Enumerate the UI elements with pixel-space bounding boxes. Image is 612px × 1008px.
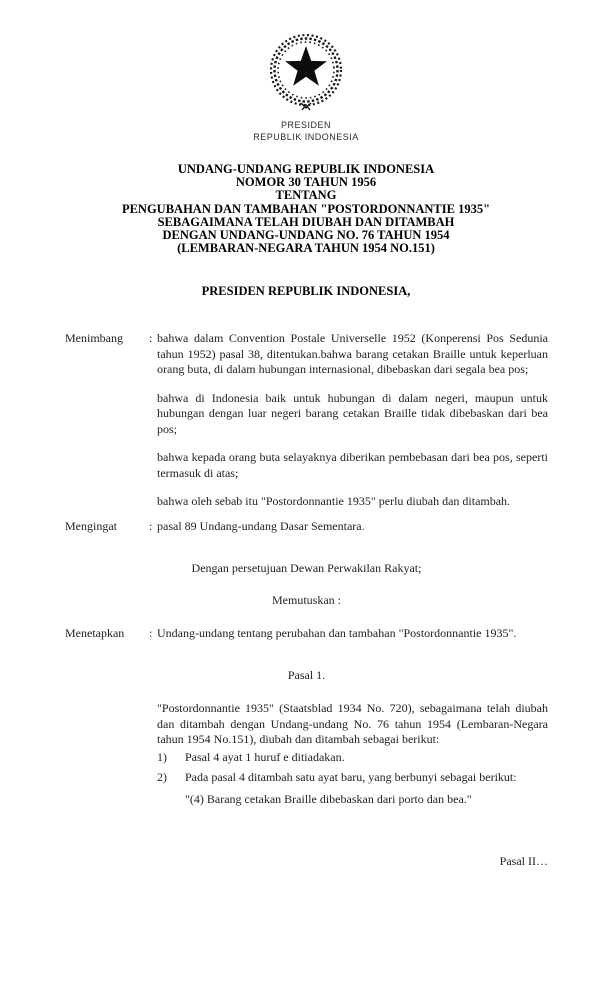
law-title-line-1: UNDANG-UNDANG REPUBLIK INDONESIA [177,162,435,176]
document-body [65,331,548,870]
law-title-line-4: PENGUBAHAN DAN TAMBAHAN "POSTORDONNANTIE 1935" [121,201,491,216]
law-title-line-3: TENTANG [275,188,337,203]
considering-label: Menimbang [65,331,123,346]
article-1-quote: "(4) Barang cetakan Braille dibebaskan dari porto dan bea." [185,791,472,806]
law-title-line-6: DENGAN UNDANG-UNDANG NO. 76 TAHUN 1954 [162,228,450,243]
article-1-item-2 [157,770,548,786]
emblem-caption-republik: REPUBLIK INDONESIA [253,131,359,142]
page-continuation-marker: Pasal II… [499,854,548,869]
considering-colon: : [149,331,153,346]
stipulating-section [65,626,548,642]
law-title [0,163,612,255]
remembering-colon: : [149,518,153,533]
preamble-heading: PRESIDEN REPUBLIK INDONESIA, [201,284,411,299]
considering-paragraph-2: bahwa di Indonesia baik untuk hubungan di dalam negeri, maupun untuk hubungan dengan luar negeri barang cetakan Braille tidak dibebaskan dari bea pos; [157,390,548,436]
law-title-line-2: NOMOR 30 TAHUN 1956 [235,175,377,190]
law-title-line-5: SEBAGAIMANA TELAH DIUBAH DAN DITAMBAH [157,214,455,229]
stipulating-label: Menetapkan [65,626,125,641]
considering-section [65,331,548,378]
item-2-number: 2) [157,770,167,785]
law-title-line-7: (LEMBARAN-NEGARA TAHUN 1954 NO.151) [177,241,435,256]
stipulating-colon: : [149,626,153,641]
stipulating-text: Undang-undang tentang perubahan dan tambahan "Postordonnantie 1935". [157,626,517,641]
considering-paragraph-1: bahwa dalam Convention Postale Universelle 1952 (Konperensi Pos Sedunia tahun 1952) pasal 38, ditentukan.bahwa barang cetakan Braille untuk keperluan orang buta, di dalam hubungan internasional, dibebaskan dari segala bea pos; [157,331,548,377]
item-1-text: Pasal 4 ayat 1 huruf e ditiadakan. [185,749,345,764]
agreement-line: Dengan persetujuan Dewan Perwakilan Rakyat; [191,561,422,576]
article-1-item-1 [157,750,548,766]
emblem-block [0,0,612,143]
remembering-text: pasal 89 Undang-undang Dasar Sementara. [157,518,365,533]
emblem-caption-presiden: PRESIDEN [280,120,331,130]
decide-heading: Memutuskan : [272,592,341,607]
article-1-intro: "Postordonnantie 1935" (Staatsblad 1934 No. 720), sebagaimana telah diubah dan ditambah dengan Undang-undang No. 76 tahun 1954 (Lembaran-Negara tahun 1954 No.151), diubah dan ditambah sebagai berikut: [157,701,548,747]
considering-paragraph-4: bahwa oleh sebab itu "Postordonnantie 1935" perlu diubah dan ditambah. [157,494,511,509]
considering-paragraph-3: bahwa kepada orang buta selayaknya diberikan pembebasan dari bea pos, seperti termasuk di atas; [157,450,548,480]
item-2-text: Pada pasal 4 ditambah satu ayat baru, yang berbunyi sebagai berikut: [185,770,517,785]
remembering-section [65,519,548,535]
item-1-number: 1) [157,749,167,764]
article-1-heading: Pasal 1. [287,667,326,682]
star-icon [285,46,327,86]
remembering-label: Mengingat [65,518,117,533]
star-wreath-emblem-icon [267,32,345,114]
